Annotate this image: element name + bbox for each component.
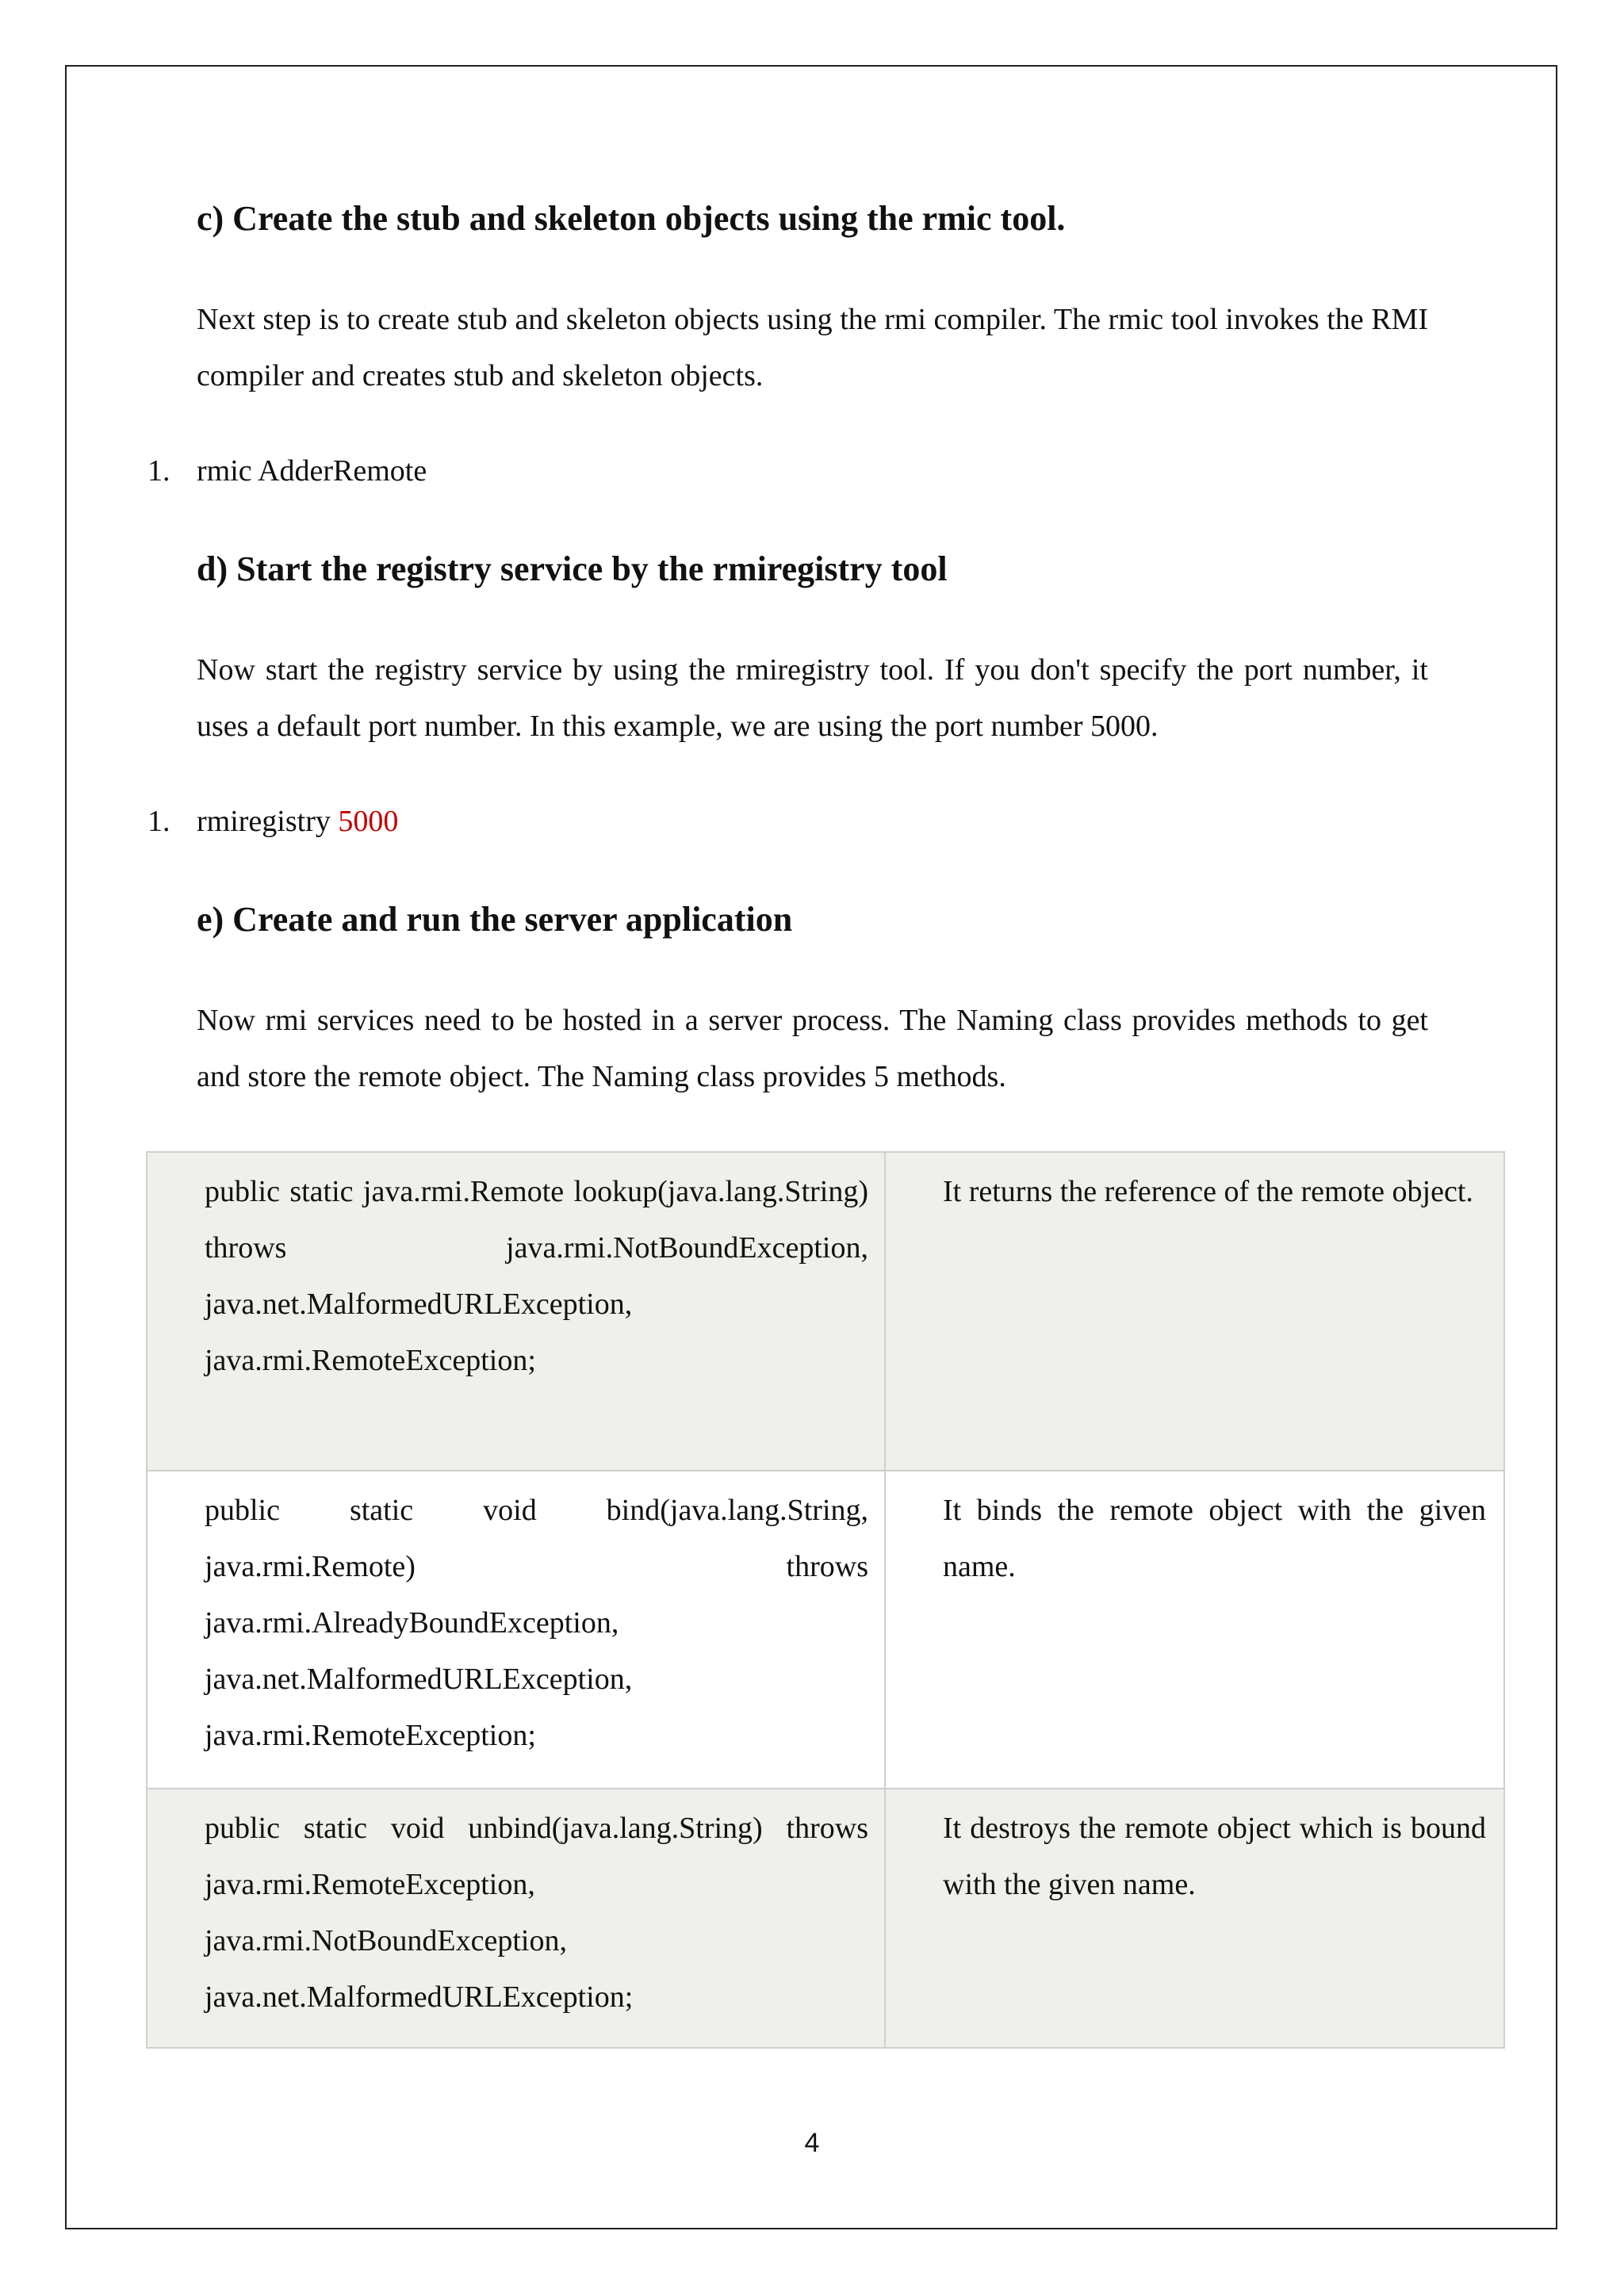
section-paragraph-c: Next step is to create stub and skeleton objects using the rmi compiler. The rmic tool invokes the RMI compiler and creates stub and skeleton objects. — [197, 303, 1428, 392]
naming-methods-table — [146, 1151, 1505, 2049]
section-heading-d: d) Start the registry service by the rmiregistry tool — [197, 549, 948, 588]
section-heading-e: e) Create and run the server application — [197, 900, 793, 939]
section-paragraph-e: Now rmi services need to be hosted in a server process. The Naming class provides methods to get and store the remote object. The Naming class provides 5 methods. — [197, 1004, 1428, 1093]
section-paragraph-d: Now start the registry service by using the rmiregistry tool. If you don't specify the port number, it uses a default port number. In this example, we are using the port number 5000. — [197, 653, 1428, 743]
port-number: 5000 — [338, 805, 399, 838]
command-text: rmiregistry — [197, 805, 339, 838]
method-description: It binds the remote object with the given name. — [885, 1471, 1504, 1789]
method-signature: public static void bind(java.lang.String, java.rmi.Remote) throws java.rmi.AlreadyBoundException, java.net.MalformedURLException, java.rmi.RemoteException; — [147, 1471, 885, 1789]
list-number: 1. — [147, 805, 170, 838]
method-signature: public static void unbind(java.lang.String) throws java.rmi.RemoteException, java.rmi.NotBoundException, java.net.MalformedURLException; — [147, 1789, 885, 2048]
command-rmiregistry — [147, 799, 398, 844]
table-row — [147, 1789, 1504, 2048]
command-rmic — [147, 449, 427, 493]
method-description: It destroys the remote object which is bound with the given name. — [885, 1789, 1504, 2048]
method-description: It returns the reference of the remote object. — [885, 1152, 1504, 1471]
list-number: 1. — [147, 454, 170, 488]
section-heading-c: c) Create the stub and skeleton objects using the rmic tool. — [197, 199, 1066, 238]
page-number: 4 — [804, 2128, 820, 2158]
table-row — [147, 1471, 1504, 1789]
table-row — [147, 1152, 1504, 1471]
command-text: rmic AdderRemote — [197, 454, 427, 488]
method-signature: public static java.rmi.Remote lookup(java.lang.String) throws java.rmi.NotBoundException, java.net.MalformedURLException, java.rmi.RemoteException; — [147, 1152, 885, 1471]
